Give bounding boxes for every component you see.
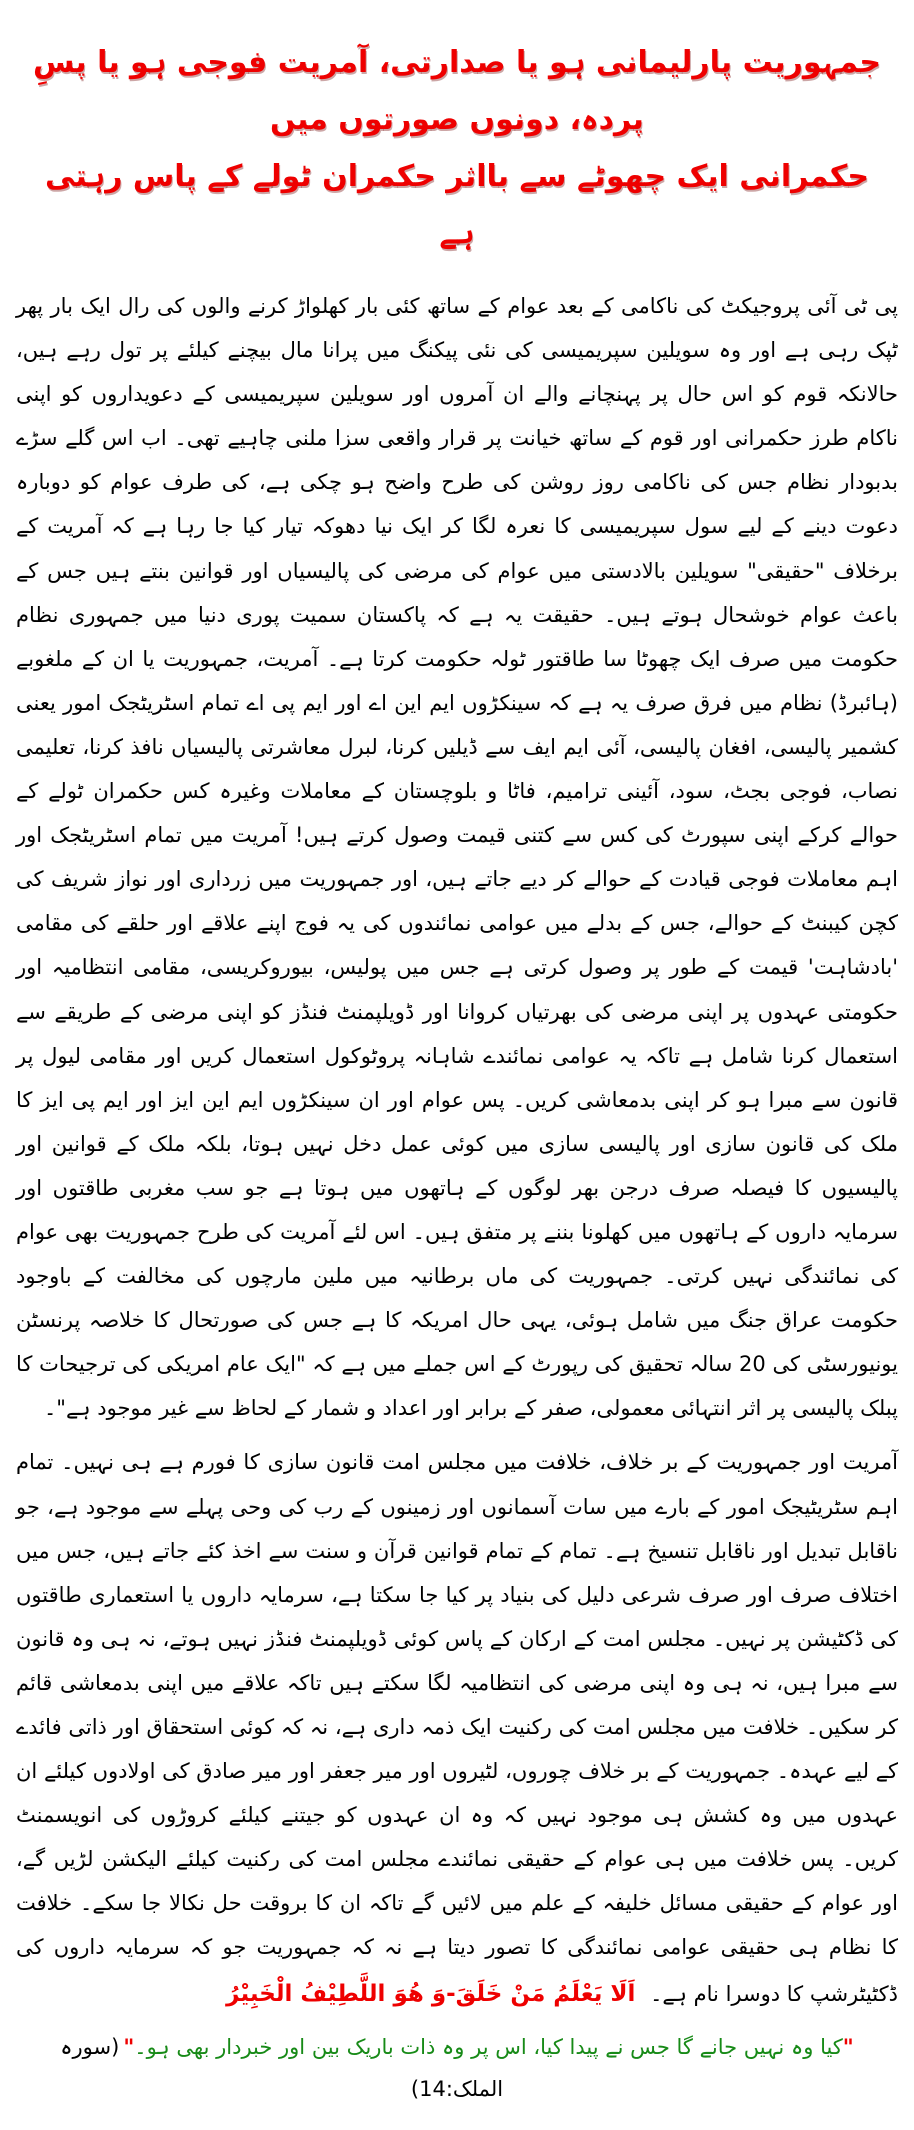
quran-verse-arabic: اَلَا يَعْلَمُ مَنْ خَلَقَ-وَ هُوَ اللَّطِيْفُ الْخَبِيْرُ [226,1980,636,2007]
close-quote-mark: " [123,2034,135,2059]
article-title [26,34,888,262]
verse-translation-line [56,2026,858,2110]
paragraph-democracy-critique: پی ٹی آئی پروجیکٹ کی ناکامی کے بعد عوام کے ساتھ کئی بار کھلواڑ کرنے والوں کی رال ایک بار پھر ٹپک رہی ہے اور وہ سویلین سپریمیسی کی نئی پیکنگ میں پرانا مال بیچنے کیلئے پر تول رہے ہیں، حالانکہ قوم کو اس حال پر پہنچانے والے ان آمروں اور سویلین سپریمیسی کے دعویداروں کو اپنی ناکام طرز حکمرانی اور قوم کے ساتھ خیانت پر قرار واقعی سزا ملنی چاہیے تھی۔ اب اس گلے سڑے بدبودار نظام جس کی ناکامی روز روشن کی طرح واضح ہو چکی ہے، کی طرف عوام کو دوبارہ دعوت دینے کے لیے سول سپریمیسی کا نعرہ لگا کر ایک نیا دھوکہ تیار کیا جا رہا ہے کہ آمریت کے برخلاف "حقیقی" سویلین بالادستی میں عوام کی مرضی کی پالیسیاں اور قوانین بنتے ہیں جس کے باعث عوام خوشحال ہوتے ہیں۔ حقیقت یہ ہے کہ پاکستان سمیت پوری دنیا میں جمہوری نظام حکومت میں صرف ایک چھوٹا سا طاقتور ٹولہ حکومت کرتا ہے۔ آمریت، جمہوریت یا ان کے ملغوبے (ہائبرڈ) نظام میں فرق صرف یہ ہے کہ سینکڑوں ایم این اے اور ایم پی اے تمام اسٹریٹجک امور یعنی کشمیر پالیسی، افغان پالیسی، آئی ایم ایف سے ڈیلیں کرنا، لبرل معاشرتی پالیسیاں نافذ کرنا، تعلیمی نصاب، فوجی بجٹ، سود، آئینی ترامیم، فاٹا و بلوچستان کے معاملات وغیرہ کس حکمران ٹولے کے حوالے کرکے اپنی سپورٹ کی کس سے کتنی قیمت وصول کرتے ہیں! آمریت میں تمام اسٹریٹجک اور اہم معاملات فوجی قیادت کے حوالے کر دیے جاتے ہیں، اور جمہوریت میں زرداری اور نواز شریف کی کچن کیبنٹ کے حوالے، جس کے بدلے میں عوامی نمائندوں کی یہ فوج اپنے علاقے اور حلقے کی مقامی 'بادشاہت' قیمت کے طور پر وصول کرتی ہے جس میں پولیس، بیوروکریسی، مقامی انتظامیہ اور حکومتی عہدوں پر اپنی مرضی کی بھرتیاں کروانا اور ڈویلپمنٹ فنڈز کو اپنی مرضی کے طریقے سے استعمال کرنا شامل ہے تاکہ یہ عوامی نمائندے شاہانہ پروٹوکول استعمال کریں اور مقامی لیول پر قانون سے مبرا ہو کر اپنی بدمعاشی کریں۔ پس عوام اور ان سینکڑوں ایم این ایز اور ایم پی ایز کا ملک کی قانون سازی اور پالیسی سازی میں کوئی عمل دخل نہیں ہوتا، بلکہ ملک کے قوانین اور پالیسیوں کا فیصلہ صرف درجن بھر لوگوں کے ہاتھوں میں ہوتا ہے جو سب مغربی طاقتوں اور سرمایہ داروں کے ہاتھوں میں کھلونا بننے پر متفق ہیں۔ اس لئے آمریت کی طرح جمہوریت بھی عوام کی نمائندگی نہیں کرتی۔ جمہوریت کی ماں برطانیہ میں ملین مارچوں کی مخالفت کے باوجود حکومت عراق جنگ میں شامل ہوئی، یہی حال امریکہ کا ہے جس کی صورتحال کا خلاصہ پرنسٹن یونیورسٹی کی 20 سالہ تحقیق کی رپورٹ کے اس جملے میں ہے کہ "ایک عام امریکی کی ترجیحات کا پبلک پالیسی پر اثر انتہائی معمولی، صفر کے برابر اور اعداد و شمار کے لحاظ سے غیر موجود ہے"۔ [16,294,898,1421]
open-quote-mark: " [842,2034,854,2059]
article-title-line-2: حکمرانی ایک چھوٹے سے بااثر حکمران ٹولے کے پاس رہتی ہے [45,159,869,251]
verse-reference: (سورہ الملک:14) [60,2034,504,2101]
article-title-line-1: جمہوریت پارلیمانی ہو یا صدارتی، آمریت فوجی ہو یا پسِ پردہ، دونوں صورتوں میں [32,45,882,137]
paragraph-khilafah-contrast [16,1440,898,2017]
paragraph-khilafah-text: آمریت اور جمہوریت کے بر خلاف، خلافت میں مجلس امت قانون سازی کا فورم ہے ہی نہیں۔ تمام اہم سٹریٹیجک امور کے بارے میں سات آسمانوں اور زمینوں کے رب کی وحی پہلے سے موجود ہے، جو ناقابل تبدیل اور ناقابل تنسیخ ہے۔ تمام کے تمام قوانین قرآن و سنت سے اخذ کئے جاتے ہیں، جس میں اختلاف صرف اور صرف شرعی دلیل کی بنیاد پر کیا جا سکتا ہے، سرمایہ داروں یا استعماری طاقتوں کی ڈکٹیشن پر نہیں۔ مجلس امت کے ارکان کے پاس کوئی ڈویلپمنٹ فنڈز نہیں ہوتے، نہ ہی وہ قانون سے مبرا ہیں، نہ ہی وہ اپنی مرضی کی انتظامیہ لگا سکتے ہیں تاکہ علاقے میں اپنی بدمعاشی قائم کر سکیں۔ خلافت میں مجلس امت کی رکنیت ایک ذمہ داری ہے، نہ کہ کوئی استحقاق اور ذاتی فائدے کے لیے عہدہ۔ جمہوریت کے بر خلاف چوروں، لٹیروں اور میر جعفر اور میر صادق کی اولادوں کیلئے ان عہدوں میں وہ کشش ہی موجود نہیں کہ وہ ان عہدوں کو جیتنے کیلئے کروڑوں کی انویسمنٹ کریں۔ پس خلافت میں ہی عوام کے حقیقی نمائندے مجلس امت کی رکنیت کیلئے الیکشن لڑیں گے، اور عوام کے حقیقی مسائل خلیفہ کے علم میں لائیں گے تاکہ ان کا بروقت حل نکالا جا سکے۔ خلافت کا نظام ہی حقیقی عوامی نمائندگی کا تصور دیتا ہے نہ کہ جمہوریت جو کہ سرمایہ داروں کی ڈکٹیٹرشپ کا دوسرا نام ہے۔ [16,1450,898,2006]
verse-translation-text: کیا وہ نہیں جانے گا جس نے پیدا کیا، اس پر وہ ذات باریک بین اور خبردار بھی ہو۔ [134,2034,843,2059]
